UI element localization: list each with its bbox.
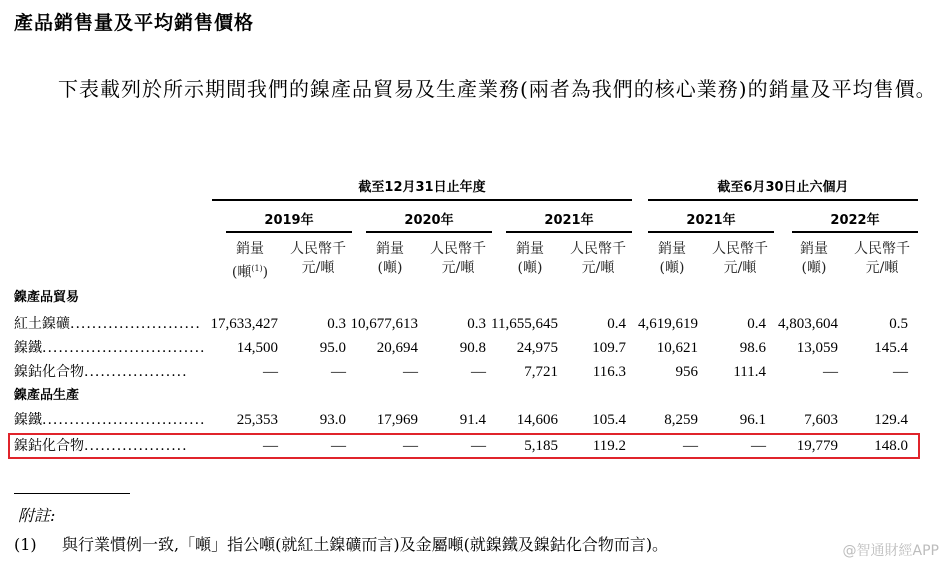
row-label-highlighted: 鎳鈷化合物...................: [14, 438, 188, 454]
col-header-price: 人民幣千 元/噸: [430, 241, 486, 276]
cell-value: 0.4: [607, 316, 626, 332]
cell-value: 25,353: [236, 412, 278, 428]
cell-value: 10,621: [656, 340, 698, 356]
cell-value: —: [263, 364, 278, 380]
col-header-volume: 銷量 (噸): [658, 241, 686, 276]
cell-value: 93.0: [319, 412, 346, 428]
cell-value: 4,803,604: [778, 316, 838, 332]
cell-value: 111.4: [733, 364, 766, 380]
cell-value: 17,633,427: [210, 316, 278, 332]
section-title-production: 鎳產品生產: [14, 388, 80, 403]
cell-value: 95.0: [319, 340, 346, 356]
cell-value: 90.8: [459, 340, 486, 356]
year-header-2019: 2019年: [264, 213, 314, 228]
cell-value: —: [893, 364, 908, 380]
intro-text: 下表載列於所示期間我們的鎳產品貿易及生產業務(兩者為我們的核心業務)的銷量及平均售價。: [58, 77, 937, 101]
cell-value: 24,975: [516, 340, 558, 356]
cell-value: 119.2: [592, 438, 626, 454]
col-header-price: 人民幣千 元/噸: [854, 241, 910, 276]
cell-value: 145.4: [874, 340, 908, 356]
cell-value: 105.4: [592, 412, 626, 428]
cell-value: —: [823, 364, 838, 380]
group-header-halfyear: 截至6月30日止六個月: [717, 180, 849, 195]
cell-value: —: [403, 438, 418, 454]
cell-value: 7,603: [804, 412, 838, 428]
cell-value: —: [263, 438, 278, 454]
year-rule-2022-h1: [792, 231, 918, 233]
cell-value: 98.6: [739, 340, 766, 356]
cell-value: —: [471, 438, 486, 454]
cell-value: —: [751, 438, 766, 454]
year-header-2020: 2020年: [404, 213, 454, 228]
cell-value: —: [403, 364, 418, 380]
cell-value: 96.1: [739, 412, 766, 428]
cell-value: —: [331, 438, 346, 454]
col-header-volume: 銷量 (噸): [376, 241, 404, 276]
section-heading: 產品銷售量及平均銷售價格: [14, 12, 255, 34]
row-label: 紅土鎳礦........................: [14, 316, 201, 332]
cell-value: 10,677,613: [350, 316, 418, 332]
col-header-volume: 銷量 (噸$^{(1)}$): [231, 241, 269, 281]
notes-divider: [14, 493, 130, 494]
year-rule-2021: [506, 231, 632, 233]
cell-value: 14,500: [236, 340, 278, 356]
year-rule-2020: [366, 231, 492, 233]
cell-value: 13,059: [796, 340, 838, 356]
year-rule-2021-h1: [648, 231, 774, 233]
cell-value: 8,259: [664, 412, 698, 428]
col-header-price: 人民幣千 元/噸: [290, 241, 346, 276]
year-header-2021: 2021年: [544, 213, 594, 228]
cell-value: —: [471, 364, 486, 380]
cell-value: 20,694: [376, 340, 418, 356]
cell-value: —: [331, 364, 346, 380]
row-label: 鎳鈷化合物...................: [14, 364, 188, 380]
year-header-2022-h1: 2022年: [830, 213, 880, 228]
watermark: @智通財經APP: [842, 543, 939, 559]
cell-value: 0.3: [327, 316, 346, 332]
cell-value: 0.5: [889, 316, 908, 332]
cell-value: 19,779: [796, 438, 838, 454]
year-rule-2019: [226, 231, 352, 233]
col-header-price: 人民幣千 元/噸: [570, 241, 626, 276]
footnote-1: (1) 與行業慣例一致,「噸」指公噸(就紅土鎳礦而言)及金屬噸(就鎳鐵及鎳鈷化合物而言)。: [14, 535, 669, 554]
col-header-volume: 銷量 (噸): [800, 241, 828, 276]
group-header-annual: 截至12月31日止年度: [358, 180, 486, 195]
row-label: 鎳鐵..............................: [14, 412, 206, 428]
group-rule-annual: [212, 199, 632, 201]
intro-paragraph: [14, 72, 939, 106]
cell-value: 17,969: [376, 412, 418, 428]
col-header-volume: 銷量 (噸): [516, 241, 544, 276]
cell-value: 129.4: [874, 412, 908, 428]
cell-value: 5,185: [524, 438, 558, 454]
cell-value: 7,721: [524, 364, 558, 380]
cell-value: 11,655,645: [491, 316, 558, 332]
cell-value: 0.3: [467, 316, 486, 332]
cell-value: 148.0: [874, 438, 908, 454]
cell-value: —: [683, 438, 698, 454]
row-label: 鎳鐵..............................: [14, 340, 206, 356]
cell-value: 4,619,619: [638, 316, 698, 332]
cell-value: 91.4: [459, 412, 486, 428]
group-rule-halfyear: [648, 199, 918, 201]
cell-value: 956: [675, 364, 698, 380]
cell-value: 116.3: [592, 364, 626, 380]
cell-value: 14,606: [516, 412, 558, 428]
cell-value: 109.7: [592, 340, 626, 356]
section-title-trading: 鎳產品貿易: [14, 290, 80, 305]
col-header-price: 人民幣千 元/噸: [712, 241, 768, 276]
notes-title: 附註:: [18, 506, 56, 525]
cell-value: 0.4: [747, 316, 766, 332]
year-header-2021-h1: 2021年: [686, 213, 736, 228]
